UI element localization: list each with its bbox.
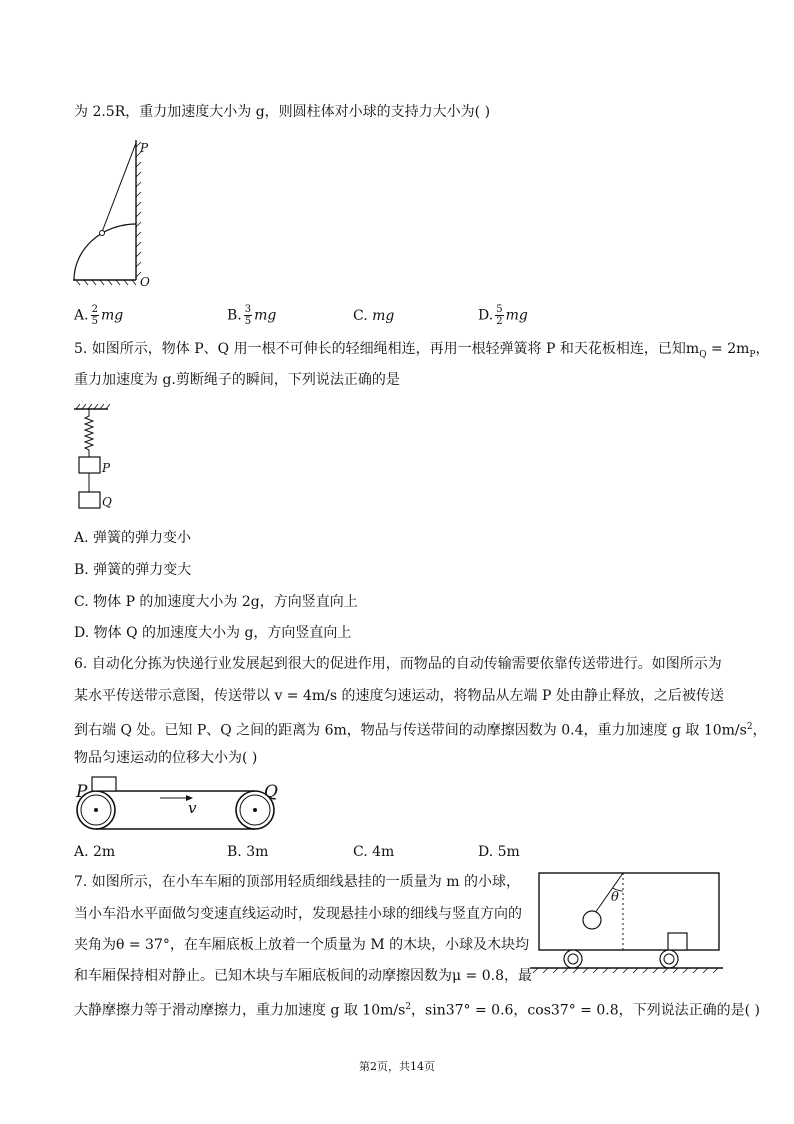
q4-option-c: C. mg: [353, 308, 395, 324]
q6-stem-line3: 到右端 Q 处。已知 P、Q 之间的距离为 6m，物品与传送带间的动摩擦因数为 0.4，重力加速度 g 取 $10m/s^2$，: [74, 722, 767, 739]
q7-stem-line1: 7. 如图所示，在小车车厢的顶部用轻质细线悬挂的一质量为 m 的小球，: [74, 874, 520, 890]
q4-label-o: O: [140, 275, 150, 289]
q6-option-c: C. 4m: [353, 844, 395, 860]
q6-option-d: D. 5m: [478, 844, 520, 860]
q6-stem-line2: 某水平传送带示意图，传送带以 v = 4m/s 的速度匀速运动，将物品从左端 P 处由静止释放，之后被传送: [74, 688, 724, 704]
q7-label-theta: θ: [611, 890, 619, 905]
q6-label-v: v: [188, 799, 197, 817]
q6-label-p: P: [76, 782, 88, 802]
q5-option-b: B. 弹簧的弹力变大: [74, 562, 192, 578]
q6-label-q: Q: [264, 782, 278, 802]
q4-figure: [70, 135, 160, 290]
q6-option-a: A. 2m: [74, 844, 116, 860]
q7-stem-line3: 夹角为θ = 37°，在车厢底板上放着一个质量为 M 的木块，小球及木块均: [74, 937, 530, 953]
q5-label-p: P: [102, 461, 111, 475]
q4-option-d: D. $\frac{5}{2}$ mg: [478, 304, 528, 327]
q5-option-d: D. 物体 Q 的加速度大小为 g，方向竖直向上: [74, 625, 352, 641]
q5-option-c: C. 物体 P 的加速度大小为 2g，方向竖直向上: [74, 594, 358, 610]
q7-stem-line4: 和车厢保持相对静止。已知木块与车厢底板间的动摩擦因数为μ = 0.8，最: [74, 968, 532, 984]
q7-cart-figure: [527, 866, 727, 978]
q5-stem-line1: 5. 如图所示，物体 P、Q 用一根不可伸长的轻细绳相连，再用一根轻弹簧将 P 和天花板相连，已知$m_Q = 2m_P$，: [74, 341, 770, 360]
q5-option-a: A. 弹簧的弹力变小: [74, 530, 192, 546]
q7-stem-line2: 当小车沿水平面做匀变速直线运动时，发现悬挂小球的细线与竖直方向的: [74, 906, 522, 922]
q5-stem-line2: 重力加速度为 g.剪断绳子的瞬间，下列说法正确的是: [74, 372, 400, 388]
q5-label-q: Q: [102, 495, 112, 509]
q4-option-a: A. $\frac{2}{5}$ mg: [74, 304, 124, 327]
q6-stem-line4: 物品匀速运动的位移大小为( ): [74, 750, 258, 766]
q7-stem-line5: 大静摩擦力等于滑动摩擦力，重力加速度 g 取 $10m/s^2$，sin37° = 0.6，cos37° = 0.8，下列说法正确的是( ): [74, 1002, 760, 1019]
q6-conveyor-figure: [72, 772, 287, 834]
q6-option-b: B. 3m: [227, 844, 269, 860]
q4-label-p: P: [140, 141, 149, 155]
q4-option-b: B. $\frac{3}{5}$ mg: [227, 304, 277, 327]
page-footer: 第2页，共14页: [359, 1060, 435, 1073]
q6-stem-line1: 6. 自动化分拣为快递行业发展起到很大的促进作用，而物品的自动传输需要依靠传送带进行。如图所示为: [74, 656, 722, 672]
q4-stem-tail: 为 2.5R，重力加速度大小为 g，则圆柱体对小球的支持力大小为( ): [74, 104, 491, 120]
